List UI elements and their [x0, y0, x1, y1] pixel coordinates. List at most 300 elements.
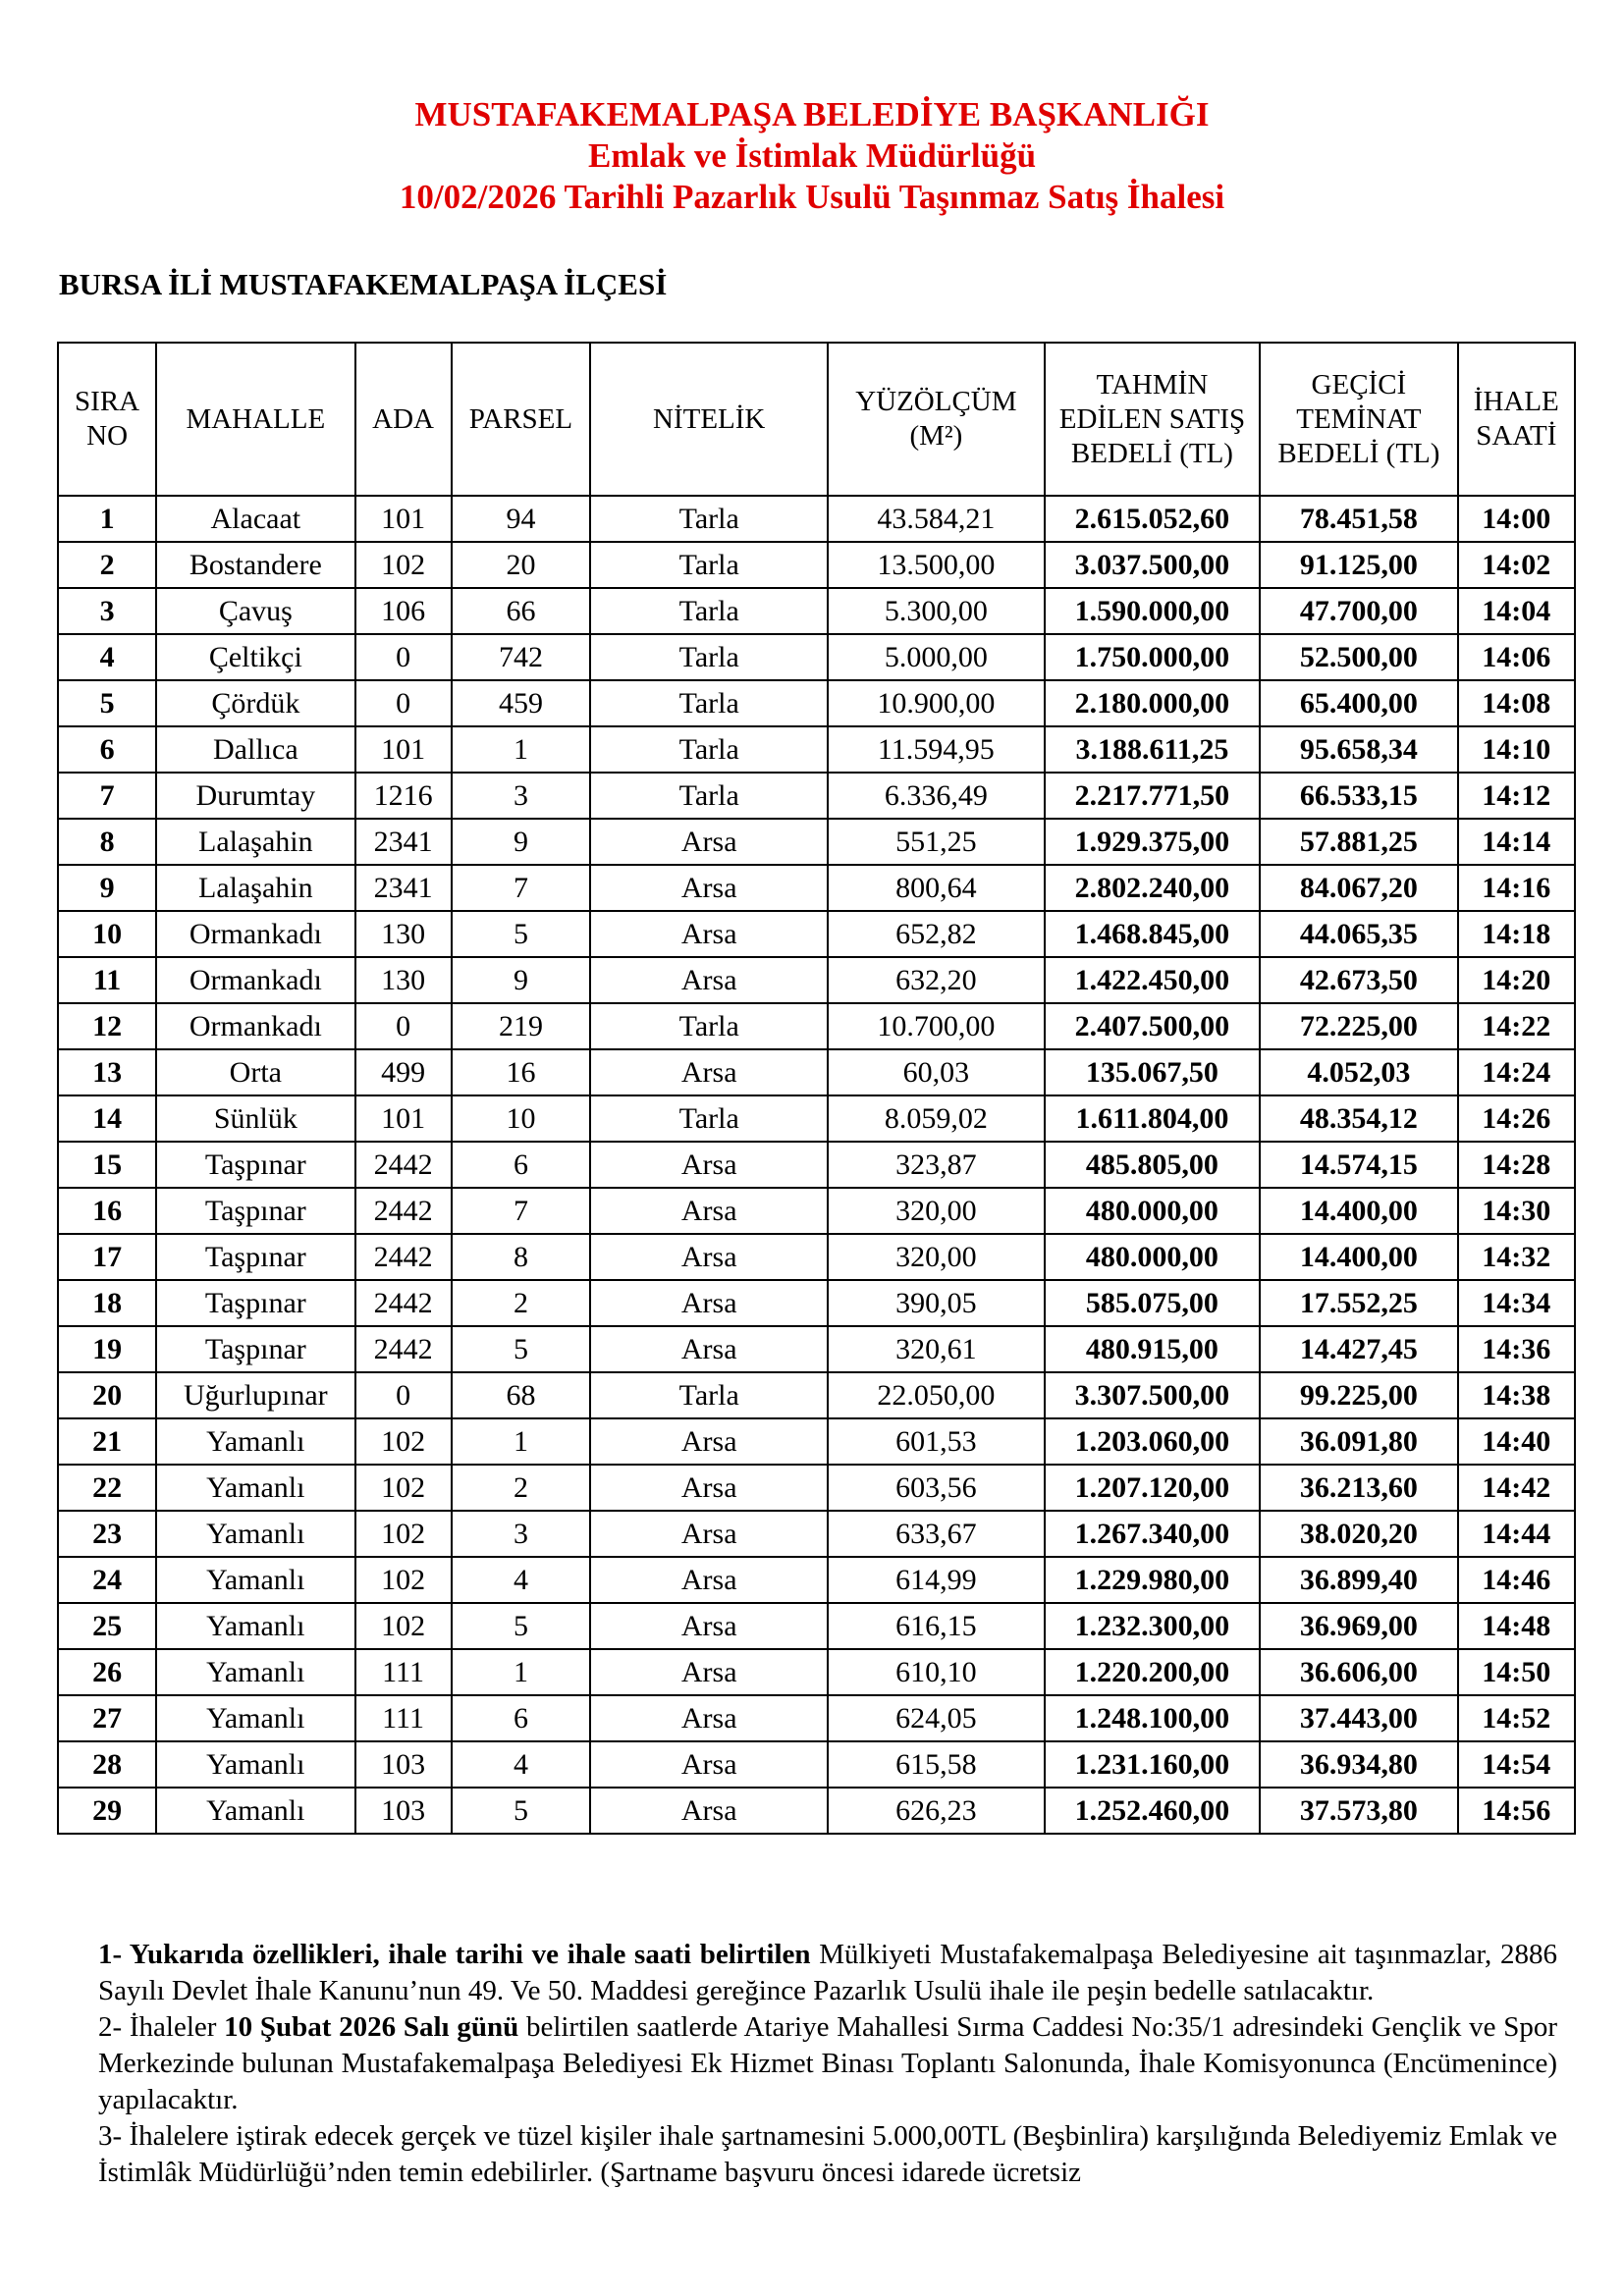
table-row: [58, 1372, 1575, 1418]
cell-teminat-bedeli: 72.225,00: [1260, 1003, 1457, 1049]
cell-ihale-saati: 14:40: [1458, 1418, 1575, 1465]
cell-teminat-bedeli: 36.091,80: [1260, 1418, 1457, 1465]
cell-nitelik: Arsa: [590, 1418, 828, 1465]
cell-tahmin-bedeli: 3.188.611,25: [1045, 726, 1261, 773]
cell-ihale-saati: 14:18: [1458, 911, 1575, 957]
cell-teminat-bedeli: 36.899,40: [1260, 1557, 1457, 1603]
cell-ihale-saati: 14:14: [1458, 819, 1575, 865]
cell-parsel: 94: [452, 496, 591, 542]
cell-yuzolcum: 22.050,00: [828, 1372, 1045, 1418]
cell-tahmin-bedeli: 1.207.120,00: [1045, 1465, 1261, 1511]
table-row: [58, 542, 1575, 588]
cell-teminat-bedeli: 91.125,00: [1260, 542, 1457, 588]
cell-ihale-saati: 14:34: [1458, 1280, 1575, 1326]
cell-ihale-saati: 14:50: [1458, 1649, 1575, 1695]
cell-tahmin-bedeli: 480.000,00: [1045, 1234, 1261, 1280]
cell-nitelik: Arsa: [590, 1280, 828, 1326]
cell-ihale-saati: 14:56: [1458, 1788, 1575, 1834]
cell-nitelik: Tarla: [590, 1095, 828, 1142]
cell-teminat-bedeli: 99.225,00: [1260, 1372, 1457, 1418]
cell-ihale-saati: 14:20: [1458, 957, 1575, 1003]
cell-mahalle: Dallıca: [156, 726, 354, 773]
col-header-parsel: PARSEL: [452, 343, 591, 496]
table-row: [58, 680, 1575, 726]
cell-teminat-bedeli: 48.354,12: [1260, 1095, 1457, 1142]
cell-mahalle: Yamanlı: [156, 1418, 354, 1465]
cell-teminat-bedeli: 36.213,60: [1260, 1465, 1457, 1511]
cell-teminat-bedeli: 95.658,34: [1260, 726, 1457, 773]
cell-yuzolcum: 10.700,00: [828, 1003, 1045, 1049]
cell-mahalle: Yamanlı: [156, 1465, 354, 1511]
cell-teminat-bedeli: 52.500,00: [1260, 634, 1457, 680]
header-auction-title: 10/02/2026 Tarihli Pazarlık Usulü Taşınmaz Satış İhalesi: [399, 178, 1225, 216]
cell-teminat-bedeli: 17.552,25: [1260, 1280, 1457, 1326]
table-row: [58, 957, 1575, 1003]
cell-parsel: 9: [452, 819, 591, 865]
cell-ada: 111: [355, 1695, 452, 1741]
cell-nitelik: Arsa: [590, 865, 828, 911]
table-row: [58, 1095, 1575, 1142]
cell-yuzolcum: 626,23: [828, 1788, 1045, 1834]
location-subtitle: BURSA İLİ MUSTAFAKEMALPAŞA İLÇESİ: [59, 267, 668, 301]
col-header-yuzolcum: YÜZÖLÇÜM (M²): [828, 343, 1045, 496]
table-row: [58, 1695, 1575, 1741]
table-row: [58, 1049, 1575, 1095]
cell-ihale-saati: 14:22: [1458, 1003, 1575, 1049]
cell-nitelik: Arsa: [590, 819, 828, 865]
cell-ada: 102: [355, 542, 452, 588]
cell-sira-no: 28: [58, 1741, 156, 1788]
table-row: [58, 1280, 1575, 1326]
cell-yuzolcum: 603,56: [828, 1465, 1045, 1511]
cell-ihale-saati: 14:30: [1458, 1188, 1575, 1234]
table-row: [58, 634, 1575, 680]
cell-sira-no: 14: [58, 1095, 156, 1142]
cell-tahmin-bedeli: 2.407.500,00: [1045, 1003, 1261, 1049]
cell-ada: 2442: [355, 1326, 452, 1372]
table-row: [58, 1418, 1575, 1465]
cell-nitelik: Tarla: [590, 680, 828, 726]
cell-yuzolcum: 6.336,49: [828, 773, 1045, 819]
cell-parsel: 7: [452, 865, 591, 911]
cell-nitelik: Arsa: [590, 1557, 828, 1603]
cell-mahalle: Çördük: [156, 680, 354, 726]
cell-yuzolcum: 601,53: [828, 1418, 1045, 1465]
cell-mahalle: Yamanlı: [156, 1695, 354, 1741]
cell-tahmin-bedeli: 2.615.052,60: [1045, 496, 1261, 542]
cell-mahalle: Durumtay: [156, 773, 354, 819]
cell-parsel: 9: [452, 957, 591, 1003]
cell-tahmin-bedeli: 585.075,00: [1045, 1280, 1261, 1326]
cell-parsel: 459: [452, 680, 591, 726]
cell-tahmin-bedeli: 480.915,00: [1045, 1326, 1261, 1372]
cell-parsel: 8: [452, 1234, 591, 1280]
table-row: [58, 1142, 1575, 1188]
cell-ada: 101: [355, 496, 452, 542]
cell-mahalle: Yamanlı: [156, 1649, 354, 1695]
cell-parsel: 16: [452, 1049, 591, 1095]
table-row: [58, 496, 1575, 542]
cell-ihale-saati: 14:44: [1458, 1511, 1575, 1557]
col-header-ada: ADA: [355, 343, 452, 496]
cell-yuzolcum: 632,20: [828, 957, 1045, 1003]
cell-parsel: 2: [452, 1280, 591, 1326]
cell-teminat-bedeli: 66.533,15: [1260, 773, 1457, 819]
cell-nitelik: Arsa: [590, 911, 828, 957]
col-header-sira-no: SIRA NO: [58, 343, 156, 496]
col-header-tahmin-bedeli: TAHMİN EDİLEN SATIŞ BEDELİ (TL): [1045, 343, 1261, 496]
cell-nitelik: Arsa: [590, 1511, 828, 1557]
cell-ada: 101: [355, 1095, 452, 1142]
cell-yuzolcum: 800,64: [828, 865, 1045, 911]
cell-mahalle: Yamanlı: [156, 1603, 354, 1649]
cell-sira-no: 27: [58, 1695, 156, 1741]
cell-sira-no: 17: [58, 1234, 156, 1280]
cell-yuzolcum: 616,15: [828, 1603, 1045, 1649]
cell-parsel: 6: [452, 1695, 591, 1741]
cell-teminat-bedeli: 14.427,45: [1260, 1326, 1457, 1372]
cell-teminat-bedeli: 42.673,50: [1260, 957, 1457, 1003]
cell-nitelik: Arsa: [590, 957, 828, 1003]
cell-mahalle: Ormankadı: [156, 957, 354, 1003]
cell-mahalle: Uğurlupınar: [156, 1372, 354, 1418]
cell-teminat-bedeli: 36.934,80: [1260, 1741, 1457, 1788]
cell-tahmin-bedeli: 2.180.000,00: [1045, 680, 1261, 726]
cell-tahmin-bedeli: 1.220.200,00: [1045, 1649, 1261, 1695]
cell-mahalle: Yamanlı: [156, 1557, 354, 1603]
cell-nitelik: Arsa: [590, 1695, 828, 1741]
cell-nitelik: Arsa: [590, 1788, 828, 1834]
cell-yuzolcum: 610,10: [828, 1649, 1045, 1695]
cell-yuzolcum: 551,25: [828, 819, 1045, 865]
cell-sira-no: 25: [58, 1603, 156, 1649]
cell-mahalle: Çeltikçi: [156, 634, 354, 680]
cell-tahmin-bedeli: 1.468.845,00: [1045, 911, 1261, 957]
cell-yuzolcum: 13.500,00: [828, 542, 1045, 588]
cell-sira-no: 20: [58, 1372, 156, 1418]
cell-mahalle: Ormankadı: [156, 911, 354, 957]
cell-nitelik: Tarla: [590, 496, 828, 542]
cell-tahmin-bedeli: 1.590.000,00: [1045, 588, 1261, 634]
cell-sira-no: 19: [58, 1326, 156, 1372]
cell-mahalle: Bostandere: [156, 542, 354, 588]
cell-parsel: 219: [452, 1003, 591, 1049]
cell-ada: 0: [355, 680, 452, 726]
cell-ada: 2442: [355, 1142, 452, 1188]
cell-nitelik: Arsa: [590, 1649, 828, 1695]
cell-ada: 499: [355, 1049, 452, 1095]
cell-nitelik: Arsa: [590, 1326, 828, 1372]
cell-ada: 103: [355, 1788, 452, 1834]
cell-ihale-saati: 14:00: [1458, 496, 1575, 542]
cell-ada: 2442: [355, 1280, 452, 1326]
cell-sira-no: 12: [58, 1003, 156, 1049]
cell-yuzolcum: 8.059,02: [828, 1095, 1045, 1142]
cell-mahalle: Orta: [156, 1049, 354, 1095]
cell-ada: 1216: [355, 773, 452, 819]
cell-ada: 106: [355, 588, 452, 634]
cell-mahalle: Çavuş: [156, 588, 354, 634]
table-row: [58, 1234, 1575, 1280]
cell-parsel: 6: [452, 1142, 591, 1188]
note-2: 2- İhaleler 10 Şubat 2026 Salı günü belirtilen saatlerde Atariye Mahallesi Sırma Caddesi No:35/1 adresindeki Gençlik ve Spor Merkezinde bulunan Mustafakemalpaşa Belediyesi Ek Hizmet Binası Toplantı Salonunda, İhale Komisyonunca (Encümenince) yapılacaktır.: [98, 2011, 1557, 2115]
cell-parsel: 3: [452, 1511, 591, 1557]
cell-ada: 101: [355, 726, 452, 773]
table-row: [58, 819, 1575, 865]
auction-table: [57, 342, 1576, 1835]
cell-teminat-bedeli: 57.881,25: [1260, 819, 1457, 865]
header-department: Emlak ve İstimlak Müdürlüğü: [587, 136, 1037, 175]
cell-mahalle: Lalaşahin: [156, 865, 354, 911]
cell-teminat-bedeli: 65.400,00: [1260, 680, 1457, 726]
table-row: [58, 773, 1575, 819]
note-1: 1- Yukarıda özellikleri, ihale tarihi ve ihale saati belirtilen Mülkiyeti Mustafakemalpaşa Belediyesine ait taşınmazlar, 2886 Sayılı Devlet İhale Kanunu’nun 49. Ve 50. Maddesi gereğince Pazarlık Usulü ihale ile peşin bedelle satılacaktır.: [98, 1939, 1557, 2006]
cell-parsel: 3: [452, 773, 591, 819]
cell-tahmin-bedeli: 1.929.375,00: [1045, 819, 1261, 865]
cell-ada: 0: [355, 1372, 452, 1418]
cell-ada: 102: [355, 1603, 452, 1649]
cell-yuzolcum: 390,05: [828, 1280, 1045, 1326]
cell-tahmin-bedeli: 1.248.100,00: [1045, 1695, 1261, 1741]
cell-teminat-bedeli: 14.400,00: [1260, 1234, 1457, 1280]
cell-sira-no: 21: [58, 1418, 156, 1465]
table-row: [58, 588, 1575, 634]
cell-ada: 130: [355, 957, 452, 1003]
cell-sira-no: 1: [58, 496, 156, 542]
cell-nitelik: Tarla: [590, 726, 828, 773]
cell-sira-no: 2: [58, 542, 156, 588]
cell-sira-no: 22: [58, 1465, 156, 1511]
cell-ada: 111: [355, 1649, 452, 1695]
cell-ihale-saati: 14:32: [1458, 1234, 1575, 1280]
cell-tahmin-bedeli: 485.805,00: [1045, 1142, 1261, 1188]
cell-nitelik: Tarla: [590, 1372, 828, 1418]
cell-yuzolcum: 10.900,00: [828, 680, 1045, 726]
cell-ada: 103: [355, 1741, 452, 1788]
cell-parsel: 5: [452, 911, 591, 957]
table-row: [58, 1511, 1575, 1557]
col-header-teminat-bedeli: GEÇİCİ TEMİNAT BEDELİ (TL): [1260, 343, 1457, 496]
cell-parsel: 5: [452, 1326, 591, 1372]
cell-tahmin-bedeli: 135.067,50: [1045, 1049, 1261, 1095]
cell-ihale-saati: 14:08: [1458, 680, 1575, 726]
cell-yuzolcum: 43.584,21: [828, 496, 1045, 542]
cell-yuzolcum: 11.594,95: [828, 726, 1045, 773]
cell-yuzolcum: 5.000,00: [828, 634, 1045, 680]
cell-parsel: 4: [452, 1741, 591, 1788]
cell-mahalle: Lalaşahin: [156, 819, 354, 865]
auction-notes: [98, 1937, 1557, 2191]
cell-ihale-saati: 14:16: [1458, 865, 1575, 911]
cell-parsel: 1: [452, 726, 591, 773]
cell-nitelik: Tarla: [590, 1003, 828, 1049]
cell-nitelik: Arsa: [590, 1142, 828, 1188]
cell-tahmin-bedeli: 1.422.450,00: [1045, 957, 1261, 1003]
cell-parsel: 66: [452, 588, 591, 634]
cell-tahmin-bedeli: 1.203.060,00: [1045, 1418, 1261, 1465]
cell-teminat-bedeli: 37.573,80: [1260, 1788, 1457, 1834]
cell-parsel: 7: [452, 1188, 591, 1234]
cell-yuzolcum: 320,61: [828, 1326, 1045, 1372]
table-row: [58, 911, 1575, 957]
cell-teminat-bedeli: 78.451,58: [1260, 496, 1457, 542]
cell-sira-no: 16: [58, 1188, 156, 1234]
cell-tahmin-bedeli: 3.037.500,00: [1045, 542, 1261, 588]
cell-ihale-saati: 14:26: [1458, 1095, 1575, 1142]
cell-teminat-bedeli: 37.443,00: [1260, 1695, 1457, 1741]
cell-sira-no: 13: [58, 1049, 156, 1095]
cell-mahalle: Sünlük: [156, 1095, 354, 1142]
table-row: [58, 1557, 1575, 1603]
cell-ada: 0: [355, 634, 452, 680]
col-header-nitelik: NİTELİK: [590, 343, 828, 496]
cell-mahalle: Taşpınar: [156, 1326, 354, 1372]
cell-sira-no: 23: [58, 1511, 156, 1557]
cell-tahmin-bedeli: 2.802.240,00: [1045, 865, 1261, 911]
cell-sira-no: 10: [58, 911, 156, 957]
header-institution: MUSTAFAKEMALPAŞA BELEDİYE BAŞKANLIĞI: [414, 95, 1210, 133]
cell-mahalle: Taşpınar: [156, 1280, 354, 1326]
cell-yuzolcum: 5.300,00: [828, 588, 1045, 634]
cell-teminat-bedeli: 4.052,03: [1260, 1049, 1457, 1095]
cell-ihale-saati: 14:02: [1458, 542, 1575, 588]
cell-tahmin-bedeli: 1.611.804,00: [1045, 1095, 1261, 1142]
cell-parsel: 2: [452, 1465, 591, 1511]
cell-nitelik: Arsa: [590, 1741, 828, 1788]
cell-yuzolcum: 320,00: [828, 1234, 1045, 1280]
cell-ada: 2442: [355, 1188, 452, 1234]
table-row: [58, 1188, 1575, 1234]
col-header-mahalle: MAHALLE: [156, 343, 354, 496]
table-row: [58, 1003, 1575, 1049]
table-row: [58, 865, 1575, 911]
table-row: [58, 1741, 1575, 1788]
cell-sira-no: 4: [58, 634, 156, 680]
cell-sira-no: 11: [58, 957, 156, 1003]
cell-parsel: 1: [452, 1649, 591, 1695]
cell-nitelik: Tarla: [590, 773, 828, 819]
cell-sira-no: 24: [58, 1557, 156, 1603]
cell-mahalle: Taşpınar: [156, 1188, 354, 1234]
cell-parsel: 742: [452, 634, 591, 680]
cell-mahalle: Alacaat: [156, 496, 354, 542]
cell-teminat-bedeli: 38.020,20: [1260, 1511, 1457, 1557]
cell-ada: 2341: [355, 819, 452, 865]
cell-ihale-saati: 14:38: [1458, 1372, 1575, 1418]
cell-nitelik: Tarla: [590, 542, 828, 588]
cell-ihale-saati: 14:10: [1458, 726, 1575, 773]
cell-yuzolcum: 614,99: [828, 1557, 1045, 1603]
cell-ada: 102: [355, 1418, 452, 1465]
cell-tahmin-bedeli: 1.232.300,00: [1045, 1603, 1261, 1649]
cell-parsel: 68: [452, 1372, 591, 1418]
cell-mahalle: Yamanlı: [156, 1511, 354, 1557]
cell-sira-no: 9: [58, 865, 156, 911]
cell-tahmin-bedeli: 1.229.980,00: [1045, 1557, 1261, 1603]
cell-ada: 102: [355, 1511, 452, 1557]
cell-tahmin-bedeli: 1.252.460,00: [1045, 1788, 1261, 1834]
cell-sira-no: 15: [58, 1142, 156, 1188]
table-row: [58, 1788, 1575, 1834]
cell-parsel: 20: [452, 542, 591, 588]
cell-ada: 2341: [355, 865, 452, 911]
cell-sira-no: 18: [58, 1280, 156, 1326]
cell-ihale-saati: 14:24: [1458, 1049, 1575, 1095]
cell-parsel: 5: [452, 1603, 591, 1649]
table-header-row: [58, 343, 1575, 496]
cell-teminat-bedeli: 44.065,35: [1260, 911, 1457, 957]
cell-nitelik: Tarla: [590, 634, 828, 680]
cell-ihale-saati: 14:12: [1458, 773, 1575, 819]
cell-yuzolcum: 60,03: [828, 1049, 1045, 1095]
cell-yuzolcum: 615,58: [828, 1741, 1045, 1788]
cell-teminat-bedeli: 14.574,15: [1260, 1142, 1457, 1188]
cell-tahmin-bedeli: 1.750.000,00: [1045, 634, 1261, 680]
cell-teminat-bedeli: 14.400,00: [1260, 1188, 1457, 1234]
table-row: [58, 1465, 1575, 1511]
cell-mahalle: Ormankadı: [156, 1003, 354, 1049]
cell-nitelik: Arsa: [590, 1188, 828, 1234]
cell-yuzolcum: 323,87: [828, 1142, 1045, 1188]
cell-ihale-saati: 14:28: [1458, 1142, 1575, 1188]
table-row: [58, 1603, 1575, 1649]
cell-tahmin-bedeli: 3.307.500,00: [1045, 1372, 1261, 1418]
cell-sira-no: 5: [58, 680, 156, 726]
cell-parsel: 1: [452, 1418, 591, 1465]
cell-yuzolcum: 320,00: [828, 1188, 1045, 1234]
cell-ihale-saati: 14:48: [1458, 1603, 1575, 1649]
cell-ihale-saati: 14:36: [1458, 1326, 1575, 1372]
cell-sira-no: 7: [58, 773, 156, 819]
cell-ada: 102: [355, 1557, 452, 1603]
cell-nitelik: Arsa: [590, 1465, 828, 1511]
cell-tahmin-bedeli: 1.267.340,00: [1045, 1511, 1261, 1557]
cell-sira-no: 3: [58, 588, 156, 634]
cell-sira-no: 8: [58, 819, 156, 865]
cell-ada: 2442: [355, 1234, 452, 1280]
cell-tahmin-bedeli: 480.000,00: [1045, 1188, 1261, 1234]
cell-sira-no: 29: [58, 1788, 156, 1834]
cell-parsel: 10: [452, 1095, 591, 1142]
cell-sira-no: 26: [58, 1649, 156, 1695]
cell-ihale-saati: 14:54: [1458, 1741, 1575, 1788]
cell-mahalle: Yamanlı: [156, 1788, 354, 1834]
cell-ihale-saati: 14:04: [1458, 588, 1575, 634]
cell-parsel: 5: [452, 1788, 591, 1834]
table-row: [58, 726, 1575, 773]
cell-yuzolcum: 624,05: [828, 1695, 1045, 1741]
cell-parsel: 4: [452, 1557, 591, 1603]
table-row: [58, 1649, 1575, 1695]
cell-mahalle: Taşpınar: [156, 1142, 354, 1188]
cell-ihale-saati: 14:06: [1458, 634, 1575, 680]
cell-mahalle: Taşpınar: [156, 1234, 354, 1280]
cell-teminat-bedeli: 84.067,20: [1260, 865, 1457, 911]
cell-nitelik: Arsa: [590, 1049, 828, 1095]
cell-sira-no: 6: [58, 726, 156, 773]
cell-teminat-bedeli: 47.700,00: [1260, 588, 1457, 634]
document-header: [0, 94, 1624, 218]
cell-mahalle: Yamanlı: [156, 1741, 354, 1788]
table-row: [58, 1326, 1575, 1372]
cell-ihale-saati: 14:52: [1458, 1695, 1575, 1741]
note-3: 3- İhalelere iştirak edecek gerçek ve tüzel kişiler ihale şartnamesini 5.000,00TL (Beşbinlira) karşılığında Belediyemiz Emlak ve İstimlâk Müdürlüğü’nden temin edebilirler. (Şartname başvuru öncesi idarede ücretsiz: [98, 2120, 1557, 2188]
table-body: [58, 496, 1575, 1834]
cell-ada: 102: [355, 1465, 452, 1511]
cell-ihale-saati: 14:42: [1458, 1465, 1575, 1511]
cell-yuzolcum: 633,67: [828, 1511, 1045, 1557]
cell-teminat-bedeli: 36.969,00: [1260, 1603, 1457, 1649]
